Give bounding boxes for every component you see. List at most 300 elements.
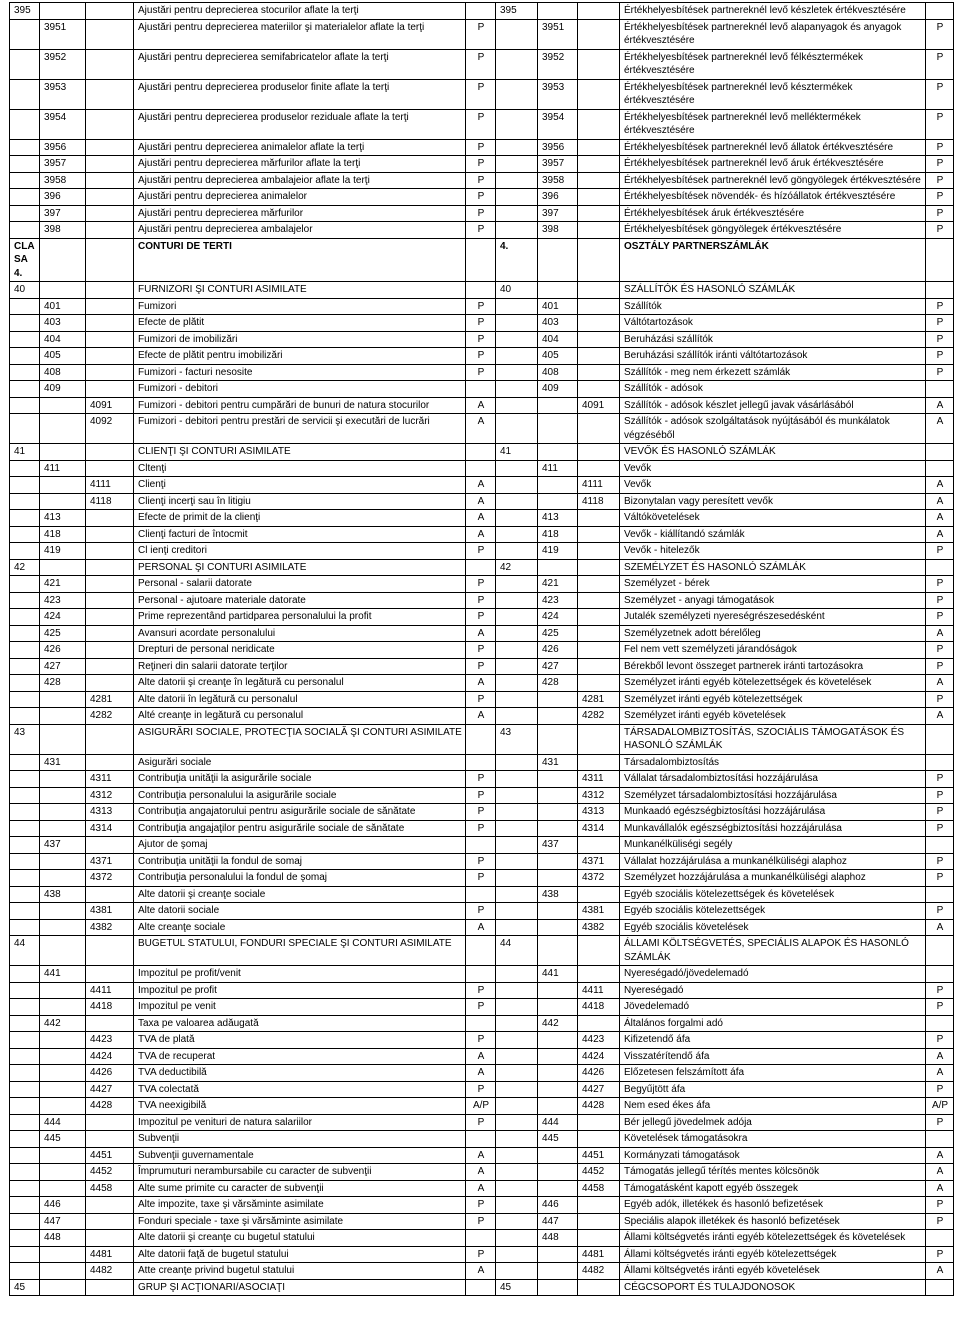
hu-subaccount-cell: 4312 — [578, 787, 620, 804]
ro-group-cell — [40, 771, 86, 788]
ro-group-cell — [40, 559, 86, 576]
ro-type-cell: P — [466, 820, 496, 837]
ro-subaccount-cell: 4424 — [86, 1048, 134, 1065]
ro-class-cell — [10, 397, 40, 414]
hu-class-cell — [496, 49, 538, 79]
ro-type-cell: P — [466, 658, 496, 675]
hu-group-cell — [538, 804, 578, 821]
table-row — [10, 1131, 954, 1148]
ro-subaccount-cell — [86, 837, 134, 854]
hu-subaccount-cell: 4313 — [578, 804, 620, 821]
hu-subaccount-cell — [578, 1015, 620, 1032]
hu-name-cell: Szállítók - adósok szolgáltatások nyújtásából és munkálatok végzéséből — [620, 414, 926, 444]
table-row — [10, 1164, 954, 1181]
ro-class-cell — [10, 1263, 40, 1280]
hu-subaccount-cell — [578, 886, 620, 903]
ro-group-cell — [40, 1279, 86, 1296]
ro-subaccount-cell — [86, 592, 134, 609]
ro-name-cell: Ajustări pentru deprecierea stocurilor aflate la terţi — [134, 3, 466, 20]
ro-class-cell — [10, 870, 40, 887]
table-row — [10, 139, 954, 156]
ro-group-cell — [40, 936, 86, 966]
ro-class-cell — [10, 1197, 40, 1214]
ro-name-cell: Drepturi de personal neridicate — [134, 642, 466, 659]
ro-type-cell — [466, 1131, 496, 1148]
hu-subaccount-cell — [578, 576, 620, 593]
hu-subaccount-cell: 4426 — [578, 1065, 620, 1082]
hu-class-cell — [496, 397, 538, 414]
ro-class-cell — [10, 1131, 40, 1148]
hu-type-cell: A — [926, 1263, 954, 1280]
hu-subaccount-cell — [578, 79, 620, 109]
hu-subaccount-cell: 4424 — [578, 1048, 620, 1065]
ro-name-cell: BUGETUL STATULUI, FONDURI SPECIALE ŞI CONTURI ASIMILATE — [134, 936, 466, 966]
hu-subaccount-cell — [578, 1279, 620, 1296]
hu-name-cell: Kormányzati támogatások — [620, 1147, 926, 1164]
hu-class-cell — [496, 820, 538, 837]
ro-subaccount-cell — [86, 966, 134, 983]
ro-group-cell — [40, 708, 86, 725]
ro-group-cell: 421 — [40, 576, 86, 593]
ro-subaccount-cell — [86, 1230, 134, 1247]
hu-subaccount-cell — [578, 837, 620, 854]
ro-type-cell: A — [466, 414, 496, 444]
hu-name-cell: Nem esed ékes áfa — [620, 1098, 926, 1115]
hu-type-cell: P — [926, 109, 954, 139]
ro-class-cell: 42 — [10, 559, 40, 576]
hu-subaccount-cell — [578, 381, 620, 398]
hu-class-cell — [496, 205, 538, 222]
ro-subaccount-cell — [86, 1197, 134, 1214]
table-row — [10, 1230, 954, 1247]
hu-name-cell: Bérekből levont összeget partnerek iránti tartozásokra — [620, 658, 926, 675]
ro-name-cell: Fumizori - debitori pentru prestări de servicii şi executări de lucrări — [134, 414, 466, 444]
hu-group-cell — [538, 771, 578, 788]
ro-name-cell: Impozitul pe venit — [134, 999, 466, 1016]
hu-group-cell — [538, 1032, 578, 1049]
ro-group-cell: 447 — [40, 1213, 86, 1230]
hu-group-cell — [538, 238, 578, 282]
hu-name-cell: Személyzet hozzájárulása a munkanélküliségi alaphoz — [620, 870, 926, 887]
ro-subaccount-cell: 4427 — [86, 1081, 134, 1098]
ro-class-cell — [10, 222, 40, 239]
hu-subaccount-cell — [578, 331, 620, 348]
hu-group-cell: 408 — [538, 364, 578, 381]
table-row — [10, 1114, 954, 1131]
hu-subaccount-cell — [578, 156, 620, 173]
hu-subaccount-cell: 4382 — [578, 919, 620, 936]
hu-class-cell — [496, 460, 538, 477]
hu-name-cell: Értékhelyesbítések partnereknél levő állatok értékvesztésére — [620, 139, 926, 156]
hu-class-cell — [496, 331, 538, 348]
ro-group-cell — [40, 820, 86, 837]
ro-group-cell: 404 — [40, 331, 86, 348]
ro-group-cell — [40, 804, 86, 821]
ro-class-cell — [10, 1114, 40, 1131]
ro-group-cell: 444 — [40, 1114, 86, 1131]
ro-group-cell: 419 — [40, 543, 86, 560]
table-row — [10, 1180, 954, 1197]
ro-subaccount-cell: 4092 — [86, 414, 134, 444]
ro-type-cell: P — [466, 364, 496, 381]
hu-class-cell: 45 — [496, 1279, 538, 1296]
hu-type-cell: P — [926, 820, 954, 837]
ro-class-cell — [10, 787, 40, 804]
hu-subaccount-cell — [578, 543, 620, 560]
hu-subaccount-cell — [578, 315, 620, 332]
ro-name-cell: Taxa pe valoarea adăugată — [134, 1015, 466, 1032]
ro-name-cell: Personal - salarii datorate — [134, 576, 466, 593]
hu-subaccount-cell: 4091 — [578, 397, 620, 414]
ro-subaccount-cell — [86, 381, 134, 398]
hu-class-cell: 43 — [496, 724, 538, 754]
table-row — [10, 804, 954, 821]
hu-class-cell — [496, 1147, 538, 1164]
ro-name-cell: Clienţi incerţi sau în litigiu — [134, 493, 466, 510]
table-row — [10, 1098, 954, 1115]
hu-name-cell: Személyzet társadalombiztosítási hozzájárulása — [620, 787, 926, 804]
ro-group-cell: 431 — [40, 754, 86, 771]
ro-name-cell: Personal - ajutoare materiale datorate — [134, 592, 466, 609]
ro-group-cell — [40, 903, 86, 920]
ro-class-cell — [10, 381, 40, 398]
ro-type-cell — [466, 966, 496, 983]
hu-subaccount-cell — [578, 298, 620, 315]
ro-subaccount-cell — [86, 576, 134, 593]
hu-group-cell — [538, 724, 578, 754]
ro-subaccount-cell — [86, 1114, 134, 1131]
hu-subaccount-cell: 4411 — [578, 982, 620, 999]
ro-group-cell — [40, 870, 86, 887]
ro-type-cell: P — [466, 1246, 496, 1263]
hu-class-cell — [496, 853, 538, 870]
ro-subaccount-cell — [86, 625, 134, 642]
hu-class-cell — [496, 1230, 538, 1247]
ro-class-cell: 395 — [10, 3, 40, 20]
hu-group-cell — [538, 870, 578, 887]
hu-subaccount-cell — [578, 642, 620, 659]
ro-subaccount-cell — [86, 444, 134, 461]
ro-class-cell — [10, 493, 40, 510]
hu-name-cell: Társadalombiztosítás — [620, 754, 926, 771]
hu-class-cell — [496, 1164, 538, 1181]
hu-type-cell: P — [926, 771, 954, 788]
ro-group-cell: 3953 — [40, 79, 86, 109]
hu-type-cell — [926, 1230, 954, 1247]
hu-subaccount-cell — [578, 172, 620, 189]
hu-group-cell: 448 — [538, 1230, 578, 1247]
ro-type-cell: P — [466, 156, 496, 173]
ro-name-cell: Ajustări pentru deprecierea animalelor — [134, 189, 466, 206]
ro-subaccount-cell — [86, 364, 134, 381]
ro-class-cell: 40 — [10, 282, 40, 299]
table-row — [10, 477, 954, 494]
hu-type-cell: P — [926, 205, 954, 222]
hu-type-cell: A — [926, 493, 954, 510]
ro-name-cell: Alte creanţe sociale — [134, 919, 466, 936]
hu-name-cell: Vevők — [620, 460, 926, 477]
ro-type-cell: P — [466, 205, 496, 222]
hu-name-cell: Vállalat társadalombiztosítási hozzájárulása — [620, 771, 926, 788]
hu-class-cell — [496, 189, 538, 206]
hu-group-cell: 396 — [538, 189, 578, 206]
ro-name-cell: CONTURI DE TERTI — [134, 238, 466, 282]
hu-subaccount-cell: 4458 — [578, 1180, 620, 1197]
table-row — [10, 348, 954, 365]
hu-subaccount-cell — [578, 238, 620, 282]
hu-subaccount-cell — [578, 592, 620, 609]
ro-subaccount-cell — [86, 936, 134, 966]
ro-type-cell: P — [466, 982, 496, 999]
hu-type-cell — [926, 460, 954, 477]
hu-type-cell: P — [926, 1246, 954, 1263]
ro-class-cell — [10, 820, 40, 837]
ro-type-cell: P — [466, 543, 496, 560]
hu-type-cell: P — [926, 576, 954, 593]
hu-name-cell: Értékhelyesbítések göngyölegek értékvesztésére — [620, 222, 926, 239]
ro-type-cell: A — [466, 1065, 496, 1082]
hu-type-cell — [926, 238, 954, 282]
table-row — [10, 999, 954, 1016]
hu-subaccount-cell — [578, 559, 620, 576]
hu-class-cell — [496, 966, 538, 983]
hu-class-cell — [496, 1048, 538, 1065]
hu-class-cell — [496, 1131, 538, 1148]
ro-group-cell — [40, 1098, 86, 1115]
hu-name-cell: Szállítók — [620, 298, 926, 315]
hu-class-cell — [496, 1114, 538, 1131]
table-row — [10, 3, 954, 20]
ro-group-cell — [40, 1246, 86, 1263]
hu-name-cell: Begyűjtött áfa — [620, 1081, 926, 1098]
hu-name-cell: Vevők - kiállítandó számlák — [620, 526, 926, 543]
ro-class-cell — [10, 999, 40, 1016]
ro-class-cell — [10, 156, 40, 173]
ro-subaccount-cell — [86, 886, 134, 903]
hu-group-cell: 423 — [538, 592, 578, 609]
ro-subaccount-cell: 4111 — [86, 477, 134, 494]
ro-group-cell: 423 — [40, 592, 86, 609]
ro-subaccount-cell — [86, 238, 134, 282]
hu-type-cell: P — [926, 658, 954, 675]
hu-group-cell: 405 — [538, 348, 578, 365]
ro-type-cell — [466, 1279, 496, 1296]
ro-subaccount-cell — [86, 331, 134, 348]
ro-subaccount-cell: 4118 — [86, 493, 134, 510]
hu-group-cell: 437 — [538, 837, 578, 854]
table-row — [10, 559, 954, 576]
hu-class-cell — [496, 510, 538, 527]
hu-subaccount-cell — [578, 205, 620, 222]
ro-subaccount-cell: 4458 — [86, 1180, 134, 1197]
hu-group-cell — [538, 477, 578, 494]
ro-subaccount-cell — [86, 510, 134, 527]
ro-class-cell — [10, 49, 40, 79]
ro-type-cell: A — [466, 493, 496, 510]
ro-type-cell: A — [466, 1048, 496, 1065]
hu-name-cell: ÁLLAMI KÖLTSÉGVETÉS, SPECIÁLIS ALAPOK ÉS HASONLÓ SZÁMLÁK — [620, 936, 926, 966]
hu-name-cell: Beruházási szállítók iránti váltótartozások — [620, 348, 926, 365]
ro-name-cell: Efecte de plătit — [134, 315, 466, 332]
hu-type-cell: A — [926, 1180, 954, 1197]
hu-type-cell — [926, 444, 954, 461]
hu-group-cell: 3952 — [538, 49, 578, 79]
table-row — [10, 381, 954, 398]
hu-name-cell: Vevők — [620, 477, 926, 494]
table-row — [10, 592, 954, 609]
hu-type-cell: P — [926, 609, 954, 626]
hu-class-cell: 42 — [496, 559, 538, 576]
hu-subaccount-cell: 4311 — [578, 771, 620, 788]
ro-group-cell: 448 — [40, 1230, 86, 1247]
ro-group-cell: 396 — [40, 189, 86, 206]
hu-class-cell — [496, 642, 538, 659]
ro-name-cell: Prime reprezentând partidparea personalului la profit — [134, 609, 466, 626]
hu-type-cell: A/P — [926, 1098, 954, 1115]
table-row — [10, 444, 954, 461]
ro-subaccount-cell — [86, 559, 134, 576]
hu-subaccount-cell — [578, 222, 620, 239]
ro-type-cell: P — [466, 19, 496, 49]
ro-subaccount-cell — [86, 49, 134, 79]
hu-name-cell: Nyereségadó/jövedelemadó — [620, 966, 926, 983]
ro-name-cell: Clienţi — [134, 477, 466, 494]
hu-subaccount-cell — [578, 609, 620, 626]
ro-type-cell — [466, 886, 496, 903]
hu-subaccount-cell — [578, 109, 620, 139]
hu-type-cell: A — [926, 1147, 954, 1164]
table-row — [10, 1081, 954, 1098]
ro-name-cell: Contribuţia unităţii la asigurările sociale — [134, 771, 466, 788]
hu-subaccount-cell: 4452 — [578, 1164, 620, 1181]
hu-group-cell — [538, 936, 578, 966]
ro-class-cell: 45 — [10, 1279, 40, 1296]
hu-type-cell — [926, 724, 954, 754]
ro-subaccount-cell: 4314 — [86, 820, 134, 837]
table-row — [10, 919, 954, 936]
hu-class-cell — [496, 19, 538, 49]
hu-name-cell: Támogatásként kapott egyéb összegek — [620, 1180, 926, 1197]
hu-subaccount-cell: 4427 — [578, 1081, 620, 1098]
hu-group-cell — [538, 1164, 578, 1181]
ro-subaccount-cell: 4411 — [86, 982, 134, 999]
hu-type-cell: A — [926, 414, 954, 444]
table-row — [10, 771, 954, 788]
hu-class-cell — [496, 837, 538, 854]
hu-name-cell: Szállítók - adósok — [620, 381, 926, 398]
hu-group-cell: 398 — [538, 222, 578, 239]
hu-subaccount-cell: 4381 — [578, 903, 620, 920]
ro-class-cell: 43 — [10, 724, 40, 754]
hu-class-cell — [496, 804, 538, 821]
hu-type-cell: A — [926, 1065, 954, 1082]
ro-class-cell — [10, 1213, 40, 1230]
ro-type-cell — [466, 559, 496, 576]
table-row — [10, 397, 954, 414]
hu-subaccount-cell — [578, 1230, 620, 1247]
ro-type-cell: P — [466, 691, 496, 708]
hu-class-cell — [496, 1180, 538, 1197]
hu-name-cell: OSZTÁLY PARTNERSZÁMLÁK — [620, 238, 926, 282]
table-row — [10, 222, 954, 239]
table-row — [10, 1015, 954, 1032]
ro-subaccount-cell — [86, 282, 134, 299]
ro-subaccount-cell — [86, 754, 134, 771]
hu-type-cell: A — [926, 477, 954, 494]
ro-type-cell — [466, 1015, 496, 1032]
ro-name-cell: Contribuţia angajaţilor pentru asigurările sociale de sănătate — [134, 820, 466, 837]
hu-group-cell — [538, 1098, 578, 1115]
ro-group-cell — [40, 691, 86, 708]
ro-name-cell: TVA de plată — [134, 1032, 466, 1049]
ro-class-cell: 44 — [10, 936, 40, 966]
hu-group-cell — [538, 1048, 578, 1065]
ro-group-cell — [40, 853, 86, 870]
hu-group-cell — [538, 787, 578, 804]
ro-group-cell — [40, 493, 86, 510]
ro-class-cell — [10, 1098, 40, 1115]
ro-group-cell — [40, 1081, 86, 1098]
table-row — [10, 364, 954, 381]
hu-group-cell — [538, 691, 578, 708]
hu-type-cell: P — [926, 49, 954, 79]
hu-class-cell — [496, 999, 538, 1016]
ro-type-cell: A — [466, 675, 496, 692]
hu-group-cell: 442 — [538, 1015, 578, 1032]
hu-name-cell: Állami költségvetés iránti egyéb kötelezettségek és követelések — [620, 1230, 926, 1247]
ro-subaccount-cell: 4371 — [86, 853, 134, 870]
ro-name-cell: Ajustări pentru deprecierea materiilor şi materialelor aflate la terţi — [134, 19, 466, 49]
table-row — [10, 1147, 954, 1164]
ro-group-cell: 405 — [40, 348, 86, 365]
ro-class-cell — [10, 1246, 40, 1263]
table-row — [10, 189, 954, 206]
ro-group-cell: 3951 — [40, 19, 86, 49]
ro-name-cell: Fonduri speciale - taxe şi vărsăminte asimilate — [134, 1213, 466, 1230]
ro-group-cell: 426 — [40, 642, 86, 659]
ro-name-cell: Asigurări sociale — [134, 754, 466, 771]
hu-type-cell: P — [926, 189, 954, 206]
ro-type-cell: A — [466, 1180, 496, 1197]
hu-type-cell — [926, 3, 954, 20]
hu-type-cell: A — [926, 526, 954, 543]
ro-name-cell: Alte datorii şi creanţe cu bugetul statului — [134, 1230, 466, 1247]
hu-type-cell: P — [926, 1213, 954, 1230]
ro-subaccount-cell: 4313 — [86, 804, 134, 821]
ro-type-cell: A — [466, 625, 496, 642]
ro-subaccount-cell — [86, 156, 134, 173]
ro-class-cell — [10, 625, 40, 642]
ro-group-cell — [40, 1180, 86, 1197]
ro-class-cell — [10, 804, 40, 821]
ro-class-cell — [10, 19, 40, 49]
table-row — [10, 156, 954, 173]
ro-group-cell: 409 — [40, 381, 86, 398]
hu-group-cell — [538, 1180, 578, 1197]
ro-subaccount-cell — [86, 298, 134, 315]
ro-subaccount-cell — [86, 1279, 134, 1296]
hu-type-cell: A — [926, 397, 954, 414]
table-row — [10, 298, 954, 315]
hu-type-cell — [926, 754, 954, 771]
hu-group-cell: 421 — [538, 576, 578, 593]
ro-group-cell: 446 — [40, 1197, 86, 1214]
ro-group-cell — [40, 1065, 86, 1082]
hu-name-cell: Értékhelyesbítések partnereknél levő alapanyagok és anyagok értékvesztésére — [620, 19, 926, 49]
hu-class-cell — [496, 886, 538, 903]
table-row — [10, 853, 954, 870]
ro-type-cell: A — [466, 708, 496, 725]
